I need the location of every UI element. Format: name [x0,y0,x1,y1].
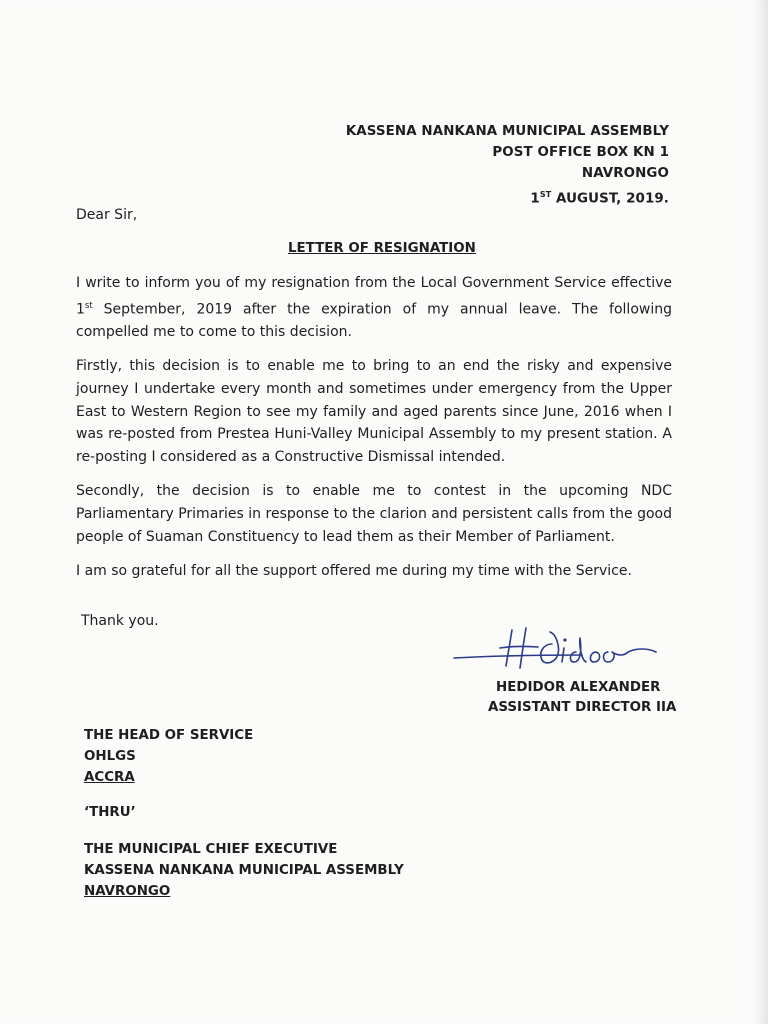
letter-body [76,272,672,595]
paragraph-intro [76,272,672,343]
via-line1: THE MUNICIPAL CHIEF EXECUTIVE [84,842,338,857]
letter-date [346,184,669,209]
paragraph-firstly: Firstly, this decision is to enable me to bring to an end the risky and expensive journey I undertake every month and sometimes under emergency from the Upper East to Western Region to see my family and aged parents since June, 2016 when I was re-posted from Prestea Huni-Valley Municipal Assembly to my present station. A re-posting I considered as a Constructive Dismissal intended. [76,358,672,465]
sender-organization: KASSENA NANKANA MUNICIPAL ASSEMBLY [345,124,669,139]
sender-town: NAVRONGO [581,166,669,181]
closing: Thank you. [81,613,159,629]
via-line3: NAVRONGO [84,884,171,899]
salutation: Dear Sir, [76,207,138,223]
paragraph-intro-part2: September, 2019 after the expiration of my annual leave. The following compelled me to come to this decision. [76,301,672,340]
sender-po-box: POST OFFICE BOX KN 1 [492,145,669,160]
paragraph-intro-part1: I write to inform you of my resignation from the Local Government Service effective 1 [76,275,672,318]
letter-subject: LETTER OF RESIGNATION [288,241,476,256]
handwritten-signature [452,622,662,682]
recipient-line3: ACCRA [84,770,135,785]
sender-address-block [346,121,669,209]
paragraph-gratitude: I am so grateful for all the support offered me during my time with the Service. [76,563,632,580]
paragraph-intro-sup: st [84,300,93,311]
thru-label: ‘THRU’ [84,805,136,820]
date-day: 1 [530,191,540,207]
recipient-line1: THE HEAD OF SERVICE [84,728,254,743]
recipient-block [84,725,404,902]
signer-name: HEDIDOR ALEXANDER [496,680,661,695]
paragraph-secondly: Secondly, the decision is to enable me to contest in the upcoming NDC Parliamentary Primaries in response to the clarion and persistent calls from the good people of Suaman Constituency to lead them as their Member of Parliament. [76,483,672,545]
signer-block [488,678,676,718]
date-month-year: AUGUST, 2019. [551,191,669,207]
via-line2: KASSENA NANKANA MUNICIPAL ASSEMBLY [84,863,404,878]
recipient-line2: OHLGS [84,749,136,764]
date-suffix: ST [539,190,552,199]
signer-title: ASSISTANT DIRECTOR IIA [488,700,677,715]
